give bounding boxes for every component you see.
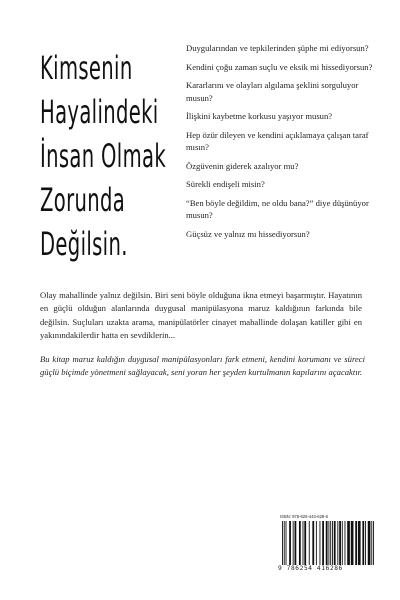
- barcode-bar: [342, 521, 343, 565]
- barcode-bar: [326, 521, 328, 565]
- barcode-bar: [332, 521, 333, 565]
- isbn-label: ISBN: 978-625-443-628-6: [280, 514, 328, 519]
- barcode-bar: [347, 521, 350, 565]
- barcode-bar: [293, 521, 294, 565]
- barcode-bar: [328, 521, 329, 565]
- barcode-bar: [373, 521, 374, 565]
- body-paragraph: Olay mahallinde yalnız değilsin. Biri seni böyle olduğuna ikna etmeyi başarmıştır. Hayatının en güçlü olduğun alanlarında duygusal manipülasyona maruz kaldığının farkında bile değilsin. Suçluları uzakta arama, manipülatörler cinayet mahallinde dolaşan katiller gibi en yakınındakilerdir hatta en sevdiklerin...: [40, 290, 362, 341]
- question-item: Duygularından ve tepkilerinden şüphe mi ediyorsun?: [186, 43, 369, 53]
- barcode-bar: [365, 521, 366, 565]
- question-item: “Ben böyle değildim, ne oldu bana?” diye düşünüyor musun?: [186, 197, 369, 220]
- barcode-bar: [286, 521, 287, 565]
- barcode-bar: [303, 521, 304, 565]
- barcode-bar: [351, 521, 354, 565]
- question-item: Sürekli endişeli misin?: [186, 179, 265, 189]
- title-line-3: İnsan Olmak: [40, 137, 166, 175]
- title-line-1: Kimsenin: [40, 49, 133, 87]
- barcode-box: [278, 514, 378, 574]
- question-list: [186, 42, 376, 246]
- barcode-bar: [304, 521, 306, 565]
- barcode-bar: [345, 521, 346, 565]
- barcode-bar: [316, 521, 317, 565]
- question-item: Özgüvenin giderek azalıyor mu?: [186, 160, 299, 171]
- cover-title: [40, 46, 200, 266]
- barcode-bar: [282, 521, 283, 565]
- question-item: Güçsüz ve yalnız mı hissediyorsun?: [186, 228, 310, 239]
- barcode-bar: [337, 521, 338, 565]
- question-item: Kendini çoğu zaman suçlu ve eksik mi hissediyorsun?: [186, 61, 373, 72]
- barcode-bar: [330, 521, 331, 565]
- title-line-2: Hayalindeki: [40, 93, 159, 131]
- barcode-bar: [309, 521, 310, 565]
- barcode-bar: [299, 521, 301, 565]
- barcode-bar: [320, 521, 321, 565]
- barcode-bar: [334, 521, 336, 565]
- barcode-bar: [284, 521, 285, 565]
- barcode-bar: [312, 521, 314, 565]
- barcode-bar: [339, 521, 341, 565]
- barcode-bar: [295, 521, 297, 565]
- barcode-bar: [355, 521, 357, 565]
- barcode-bar: [371, 521, 372, 565]
- question-item: Hep özür dileyen ve kendini açıklamaya çalışan taraf mısın?: [186, 129, 369, 152]
- barcode-bar: [362, 521, 364, 565]
- barcode-bar: [368, 521, 371, 565]
- barcode-bar: [322, 521, 324, 565]
- italic-paragraph: Bu kitap maruz kaldığın duygusal manipülasyonları fark etmeni, kendini korumanı ve süreci güçlü biçimde yönetmeni sağlayacak, seni yoran her şeyden kurtulmanın kapılarını açacaktır.: [40, 354, 365, 378]
- question-item: Kararlarını ve olayları algılama şeklini sorguluyor musun?: [186, 80, 359, 103]
- title-line-4: Zorunda: [40, 181, 126, 219]
- barcode-digits: 9 786254 416286: [278, 565, 343, 572]
- question-item: İlişkini kaybetme korkusu yaşıyor musun?: [186, 111, 333, 121]
- barcode-graphic: [282, 521, 374, 567]
- title-line-5: Değilsin.: [40, 225, 128, 263]
- barcode-bar: [289, 521, 291, 565]
- barcode-bar: [358, 521, 361, 565]
